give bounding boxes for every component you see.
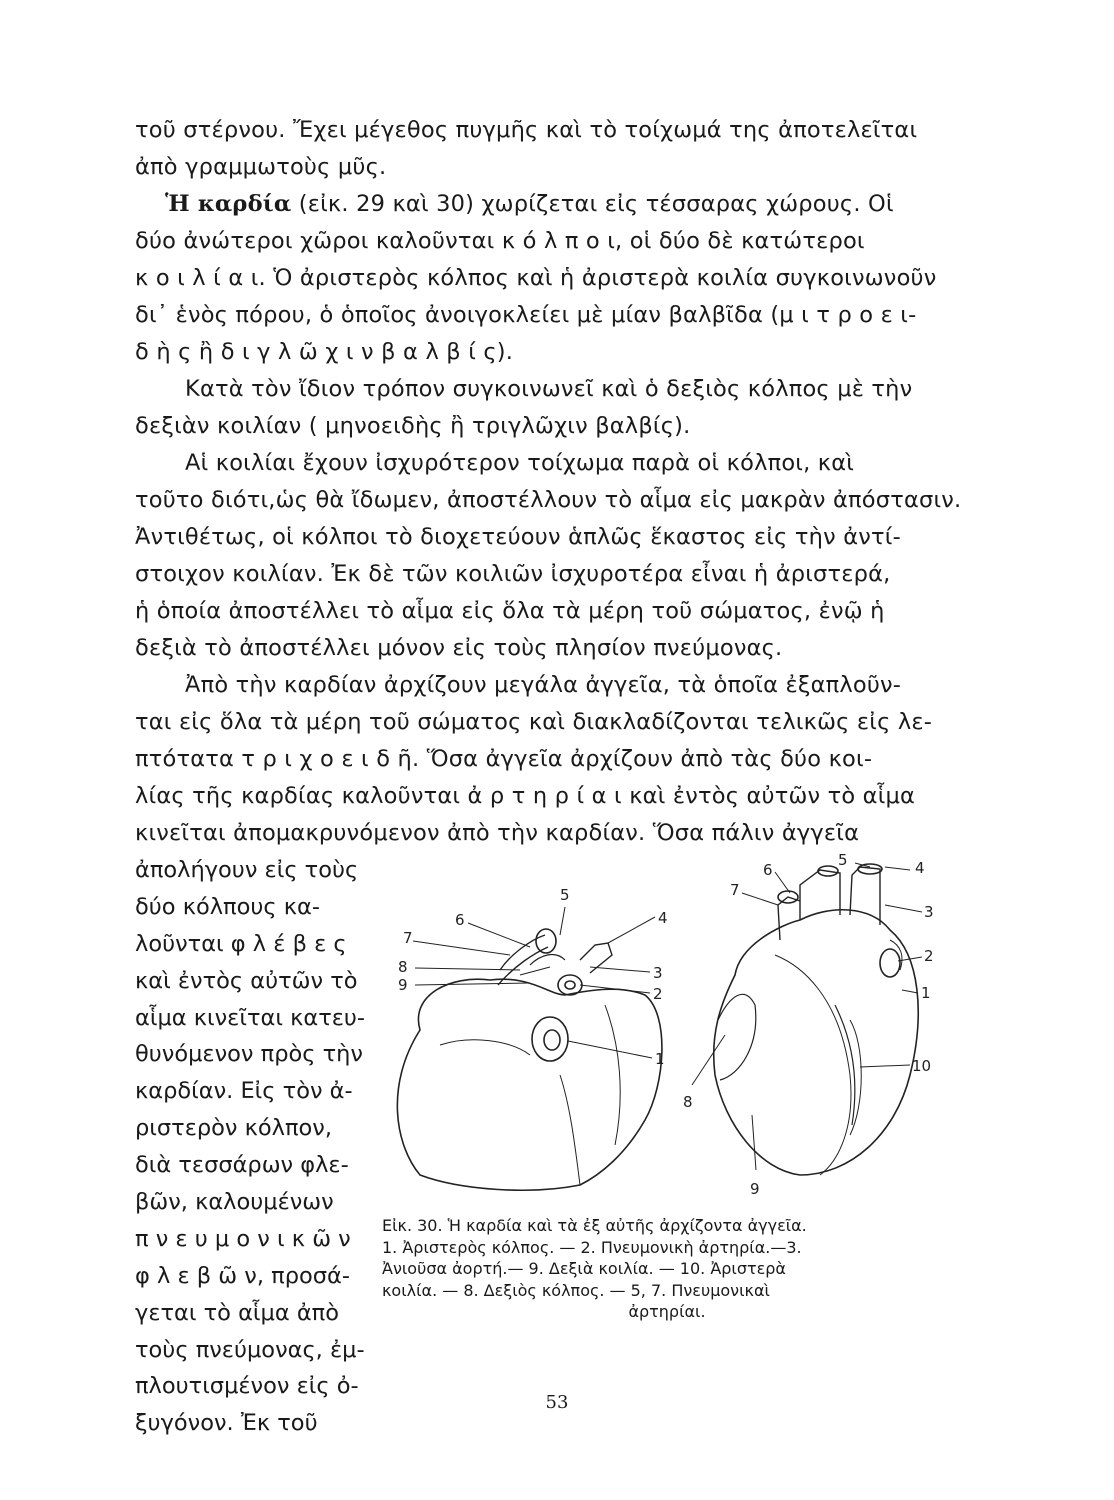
figure-label: 8: [398, 958, 408, 976]
text-line: Ἀντιθέτως, οἱ κόλποι τὸ διοχετεύουν ἁπλῶς ἕκαστος εἰς τὴν ἀντί-: [135, 524, 901, 550]
caption-line: ἀρτηρίαι.: [628, 1302, 706, 1321]
text-line: λίας τῆς καρδίας καλοῦνται ἀ ρ τ η ρ ί α ι καὶ ἐντὸς αὐτῶν τὸ αἷμα: [135, 783, 916, 809]
text-line: τοῦ στέρνου. Ἔχει μέγεθος πυγμῆς καὶ τὸ τοίχωμά της ἀποτελεῖται: [135, 117, 918, 143]
text-line: φ λ ε β ῶ ν, προσά-: [135, 1262, 350, 1289]
text-line: δεξιὰν κοιλίαν ( μηνοειδὴς ἢ τριγλῶχιν βαλβίς).: [135, 413, 691, 439]
text-line: δύο ἀνώτεροι χῶροι καλοῦνται κ ό λ π ο ι, οἱ δύο δὲ κατώτεροι: [135, 228, 865, 254]
text-line: ἀπολήγουν εἰς τοὺς: [135, 857, 359, 883]
text-run: (εἰκ. 29 καὶ 30) χωρίζεται εἰς τέσσαρας χώρους. Οἱ: [291, 191, 894, 217]
left-column-text: [135, 852, 365, 1442]
figure-label: 2: [924, 947, 934, 965]
text-line: βῶν, καλουμένων: [135, 1189, 334, 1216]
paragraph-4: [135, 445, 965, 667]
figure-label: 9: [398, 976, 408, 994]
text-line: ἀπὸ γραμμωτοὺς μῦς.: [135, 154, 387, 180]
figure-label: 2: [653, 985, 663, 1003]
figure-label: 3: [653, 964, 663, 982]
text-line: δύο κόλπους κα-: [135, 893, 320, 920]
caption-line: Εἰκ. 30. Ἡ καρδία καὶ τὰ ἐξ αὐτῆς ἀρχίζοντα ἀγγεῖα.: [382, 1216, 807, 1235]
figure-label: 3: [924, 903, 934, 921]
figure-label: 6: [763, 861, 773, 879]
text-line: καρδίαν. Εἰς τὸν ἀ-: [135, 1078, 353, 1105]
text-line: Ἀπὸ τὴν καρδίαν ἀρχίζουν μεγάλα ἀγγεῖα, τὰ ὁποῖα ἐξαπλοῦν-: [185, 672, 902, 698]
caption-line: Ἀνιοῦσα ἀορτή.— 9. Δεξιὰ κοιλία. — 10. Ἀριστερὰ: [382, 1259, 786, 1278]
text-line: ριστερὸν κόλπον,: [135, 1115, 333, 1142]
figure-label: 1: [921, 984, 931, 1002]
text-line: π ν ε υ μ ο ν ι κ ῶ ν: [135, 1225, 351, 1252]
text-line: δ ὴ ς ἢ δ ι γ λ ῶ χ ι ν β α λ β ί ς).: [135, 339, 514, 365]
text-line: γεται τὸ αἷμα ἀπὸ: [135, 1299, 339, 1326]
figure-label: 7: [403, 929, 413, 947]
text-line: [135, 186, 965, 223]
heart-figure: [380, 845, 970, 1215]
text-line: αἷμα κινεῖται κατευ-: [135, 1004, 365, 1031]
text-line: λοῦνται φ λ έ β ε ς: [135, 930, 347, 957]
figure-label: 10: [912, 1057, 932, 1075]
text-line: ἡ ὁποία ἀποστέλλει τὸ αἷμα εἰς ὅλα τὰ μέρη τοῦ σώματος, ἐνῷ ἡ: [135, 598, 885, 624]
text-line: δι᾽ ἑνὸς πόρου, ὁ ὁποῖος ἀνοιγοκλείει μὲ μίαν βαλβῖδα (μ ι τ ρ ο ε ι-: [135, 302, 917, 328]
paragraph-1: [135, 112, 965, 186]
figure-label: 8: [683, 1093, 693, 1111]
text-line: κ ο ι λ ί α ι. Ὁ ἀριστερὸς κόλπος καὶ ἡ ἀριστερὰ κοιλία συγκοινωνοῦν: [135, 265, 937, 291]
figure-label: 1: [655, 1050, 665, 1068]
text-line: διὰ τεσσάρων φλε-: [135, 1152, 349, 1179]
text-line: Κατὰ τὸν ἴδιον τρόπον συγκοινωνεῖ καὶ ὁ δεξιὸς κόλπος μὲ τὴν: [185, 376, 913, 402]
figure-caption: [382, 1215, 952, 1323]
paragraph-2: [135, 186, 965, 371]
text-line: Αἱ κοιλίαι ἔχουν ἰσχυρότερον τοίχωμα παρὰ οἱ κόλποι, καὶ: [185, 450, 855, 476]
text-line: ται εἰς ὅλα τὰ μέρη τοῦ σώματος καὶ διακλαδίζονται τελικῶς εἰς λε-: [135, 709, 933, 735]
text-line: πτότατα τ ρ ι χ ο ε ι δ ῆ. Ὅσα ἀγγεῖα ἀρχίζουν ἀπὸ τὰς δύο κοι-: [135, 746, 873, 772]
figure-label: 6: [455, 911, 465, 929]
heart-drawing-right: [714, 864, 918, 1175]
text-line: κινεῖται ἀπομακρυνόμενον ἀπὸ τὴν καρδίαν. Ὅσα πάλιν ἀγγεῖα: [135, 820, 860, 846]
caption-line: κοιλία. — 8. Δεξιὸς κόλπος. — 5, 7. Πνευμονικαὶ: [382, 1280, 770, 1300]
figure-label: 4: [915, 859, 925, 877]
heading-heart: Ἡ καρδία: [165, 191, 292, 217]
text-line: τοῦτο διότι,ὡς θὰ ἴδωμεν, ἀποστέλλουν τὸ αἷμα εἰς μακρὰν ἀπόστασιν.: [135, 487, 962, 513]
figure-label: 4: [658, 909, 668, 927]
text-line: ξυγόνον. Ἐκ τοῦ: [135, 1410, 318, 1437]
text-line: καὶ ἐντὸς αὐτῶν τὸ: [135, 967, 358, 994]
figure-label: 9: [750, 1180, 760, 1198]
figure-label: 5: [838, 851, 848, 869]
caption-line: 1. Ἀριστερὸς κόλπος. — 2. Πνευμονικὴ ἀρτηρία.—3.: [382, 1237, 802, 1257]
text-line: θυνόμενον πρὸς τὴν: [135, 1041, 363, 1068]
text-line: τοὺς πνεύμονας, ἐμ-: [135, 1336, 365, 1363]
page-number: 53: [545, 1392, 569, 1413]
text-line: στοιχον κοιλίαν. Ἐκ δὲ τῶν κοιλιῶν ἰσχυροτέρα εἶναι ἡ ἀριστερά,: [135, 561, 891, 587]
figure-label: 5: [560, 886, 570, 904]
figure-label: 7: [730, 881, 740, 899]
text-line: δεξιὰ τὸ ἀποστέλλει μόνον εἰς τοὺς πλησίον πνεύμονας.: [135, 635, 783, 661]
text-line: πλουτισμένον εἰς ὀ-: [135, 1373, 359, 1400]
paragraph-3: [135, 371, 965, 445]
paragraph-5: [135, 667, 965, 852]
